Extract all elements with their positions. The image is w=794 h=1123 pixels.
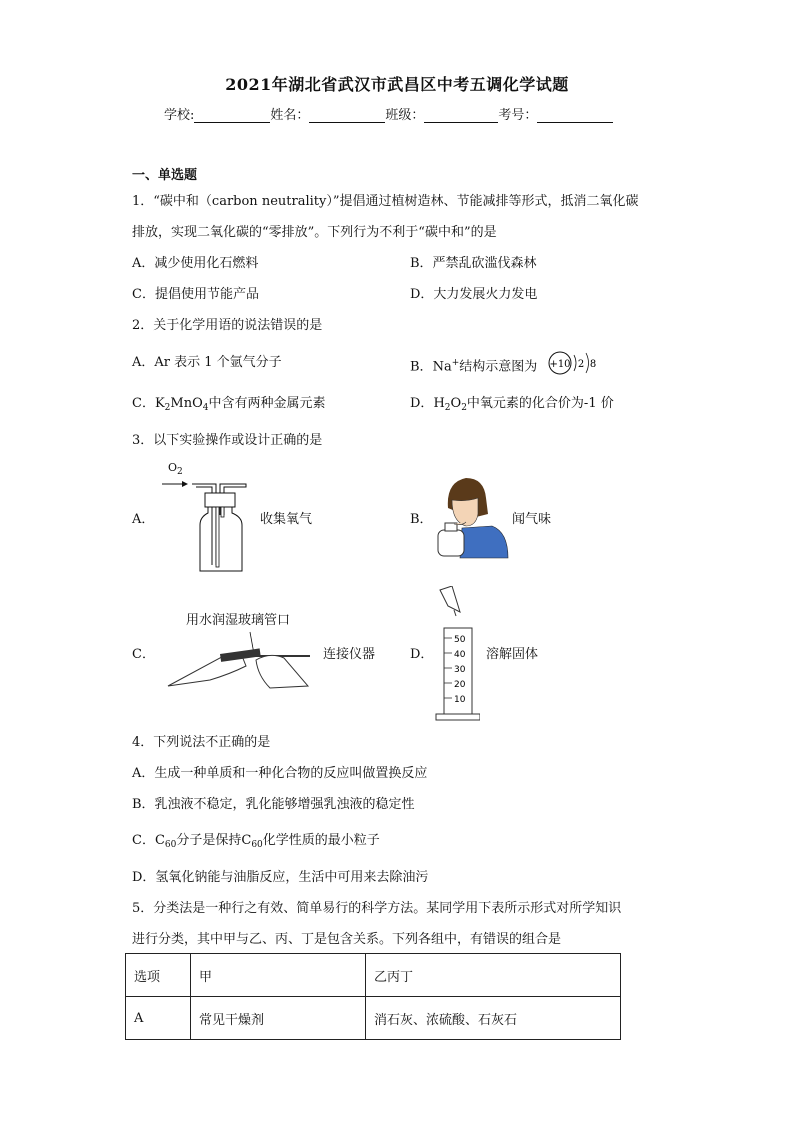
- q3-option-b-label[interactable]: B．: [410, 512, 433, 527]
- q3-option-c-caption: 连接仪器: [323, 647, 376, 662]
- table-header-cell: 乙丙丁: [366, 954, 621, 997]
- number-blank[interactable]: [537, 108, 613, 123]
- number-label: 考号：: [498, 108, 538, 123]
- q4-c-formula1-sub: 60: [164, 840, 177, 850]
- table-header-cell: 选项: [126, 954, 191, 997]
- page-title: 2021年湖北省武汉市武昌区中考五调化学试题: [225, 75, 569, 94]
- q2-c-prefix: C．: [132, 396, 155, 411]
- q3-option-c-label[interactable]: C．: [132, 647, 155, 662]
- shell-arc-2: [586, 353, 589, 373]
- oxygen-subscript: 2: [177, 467, 183, 477]
- q4-option-c[interactable]: [132, 832, 380, 854]
- table-header-cell: 甲: [191, 954, 366, 997]
- table-cell: 消石灰、浓硫酸、石灰石: [366, 997, 621, 1040]
- q2-c-text: 中含有两种金属元素: [208, 396, 326, 411]
- q3-option-a-caption: 收集氧气: [260, 512, 313, 527]
- person-smelling-diagram: [432, 468, 512, 563]
- oxygen-symbol: O: [168, 461, 178, 474]
- q1-stem-line2: 排放，实现二氧化碳的“零排放”。下列行为不利于“碳中和”的是: [132, 225, 497, 240]
- right-hand: [256, 655, 308, 688]
- q3-option-d-label[interactable]: D．: [410, 647, 434, 662]
- q2-b-prefix: B．: [410, 359, 433, 375]
- class-label: 班级：: [385, 108, 425, 123]
- table-header-row: [126, 954, 621, 997]
- school-blank[interactable]: [194, 108, 270, 123]
- section-heading: 一、单选题: [132, 168, 198, 183]
- q4-c-prefix: C．: [132, 833, 155, 848]
- q2-c-formula-sub1: 2: [164, 403, 171, 413]
- q4-stem: 4．下列说法不正确的是: [132, 735, 271, 750]
- arrow-head: [182, 481, 188, 487]
- q4-c-formula2-sub: 60: [251, 840, 263, 850]
- graduated-cylinder-diagram: [430, 586, 480, 722]
- q2-option-c[interactable]: [132, 395, 326, 417]
- cylinder-base: [436, 714, 480, 720]
- scale-label: 50: [454, 635, 466, 645]
- shell-arc-1: [574, 355, 576, 371]
- q4-option-b[interactable]: B．乳浊液不稳定，乳化能够增强乳浊液的稳定性: [132, 797, 415, 812]
- face: [452, 498, 478, 526]
- q2-stem: 2．关于化学用语的说法错误的是: [132, 318, 323, 333]
- q4-option-d[interactable]: D．氢氧化钠能与油脂反应，生活中可用来去除油污: [132, 870, 429, 885]
- sodium-ion-structure-diagram: [545, 348, 605, 378]
- scale-label: 20: [454, 680, 466, 690]
- rubber-stopper: [205, 493, 235, 507]
- name-blank[interactable]: [309, 108, 385, 123]
- nucleus-charge: +10: [549, 359, 571, 370]
- student-info-line: [164, 104, 613, 123]
- q2-option-a[interactable]: A．Ar 表示 1 个氩气分子: [132, 355, 282, 370]
- q2-option-d[interactable]: [410, 395, 614, 417]
- q2-d-formula-h: H: [433, 396, 445, 411]
- shell-electrons-2: 8: [589, 359, 597, 370]
- reagent-bottle: [438, 530, 464, 556]
- q3-stem: 3．以下实验操作或设计正确的是: [132, 433, 323, 448]
- q2-c-formula-k: K: [154, 396, 165, 411]
- table-cell: 常见干燥剂: [191, 997, 366, 1040]
- table-cell: A: [126, 997, 191, 1040]
- q2-d-formula-o: O: [450, 396, 462, 411]
- q2-b-text: 结构示意图为: [459, 359, 538, 375]
- connect-apparatus-diagram: [160, 630, 320, 690]
- school-label: 学校:: [164, 108, 195, 123]
- q2-c-formula-sub2: 4: [202, 403, 209, 413]
- gas-bottle-diagram: [160, 475, 260, 575]
- q3-option-b-caption: 闻气味: [512, 512, 552, 527]
- paper-funnel: [440, 586, 460, 612]
- classification-table: [125, 953, 621, 1040]
- q2-d-prefix: D．: [410, 396, 434, 411]
- name-label: 姓名：: [270, 108, 310, 123]
- scale-label: 10: [454, 695, 466, 705]
- q2-d-formula-sub2: 2: [461, 403, 467, 413]
- q5-stem-line1: 5．分类法是一种行之有效、简单易行的科学方法。某同学用下表所示形式对所学知识: [132, 901, 622, 916]
- q2-option-b[interactable]: [410, 354, 537, 376]
- q4-option-a[interactable]: A．生成一种单质和一种化合物的反应叫做置换反应: [132, 766, 428, 781]
- long-tube: [216, 507, 219, 567]
- q1-option-d[interactable]: D．大力发展火力发电: [410, 287, 538, 302]
- q1-option-a[interactable]: A．减少使用化石燃料: [132, 256, 259, 271]
- q2-d-text: 中氧元素的化合价为-1 价: [466, 396, 614, 411]
- table-row: [126, 997, 621, 1040]
- q2-b-ion: Na: [432, 359, 452, 375]
- short-tube: [221, 507, 224, 517]
- q4-c-formula1: C: [154, 833, 165, 848]
- q2-b-charge: +: [451, 358, 460, 368]
- q2-c-formula-mno: MnO: [170, 396, 203, 411]
- q2-d-formula-sub1: 2: [444, 403, 451, 413]
- q4-c-end: 化学性质的最小粒子: [262, 833, 380, 848]
- shell-electrons-1: 2: [577, 359, 585, 370]
- q1-option-b[interactable]: B．严禁乱砍滥伐森林: [410, 256, 537, 271]
- q1-stem-line1: 1．“碳中和（carbon neutrality）”提倡通过植树造林、节能减排等形式，抵消二氧化碳: [132, 194, 639, 209]
- scale-label: 40: [454, 650, 466, 660]
- scale-label: 30: [454, 665, 466, 675]
- class-blank[interactable]: [424, 108, 498, 123]
- q3-option-a-label[interactable]: A．: [132, 512, 155, 527]
- q4-c-formula2: C: [241, 833, 252, 848]
- q5-stem-line2: 进行分类，其中甲与乙、丙、丁是包含关系。下列各组中，有错误的组合是: [132, 932, 562, 947]
- q1-option-c[interactable]: C．提倡使用节能产品: [132, 287, 259, 302]
- q3-option-c-note: 用水润湿玻璃管口: [186, 613, 291, 628]
- shirt: [460, 526, 508, 558]
- q4-c-mid: 分子是保持: [176, 833, 242, 848]
- q3-option-d-caption: 溶解固体: [486, 647, 539, 662]
